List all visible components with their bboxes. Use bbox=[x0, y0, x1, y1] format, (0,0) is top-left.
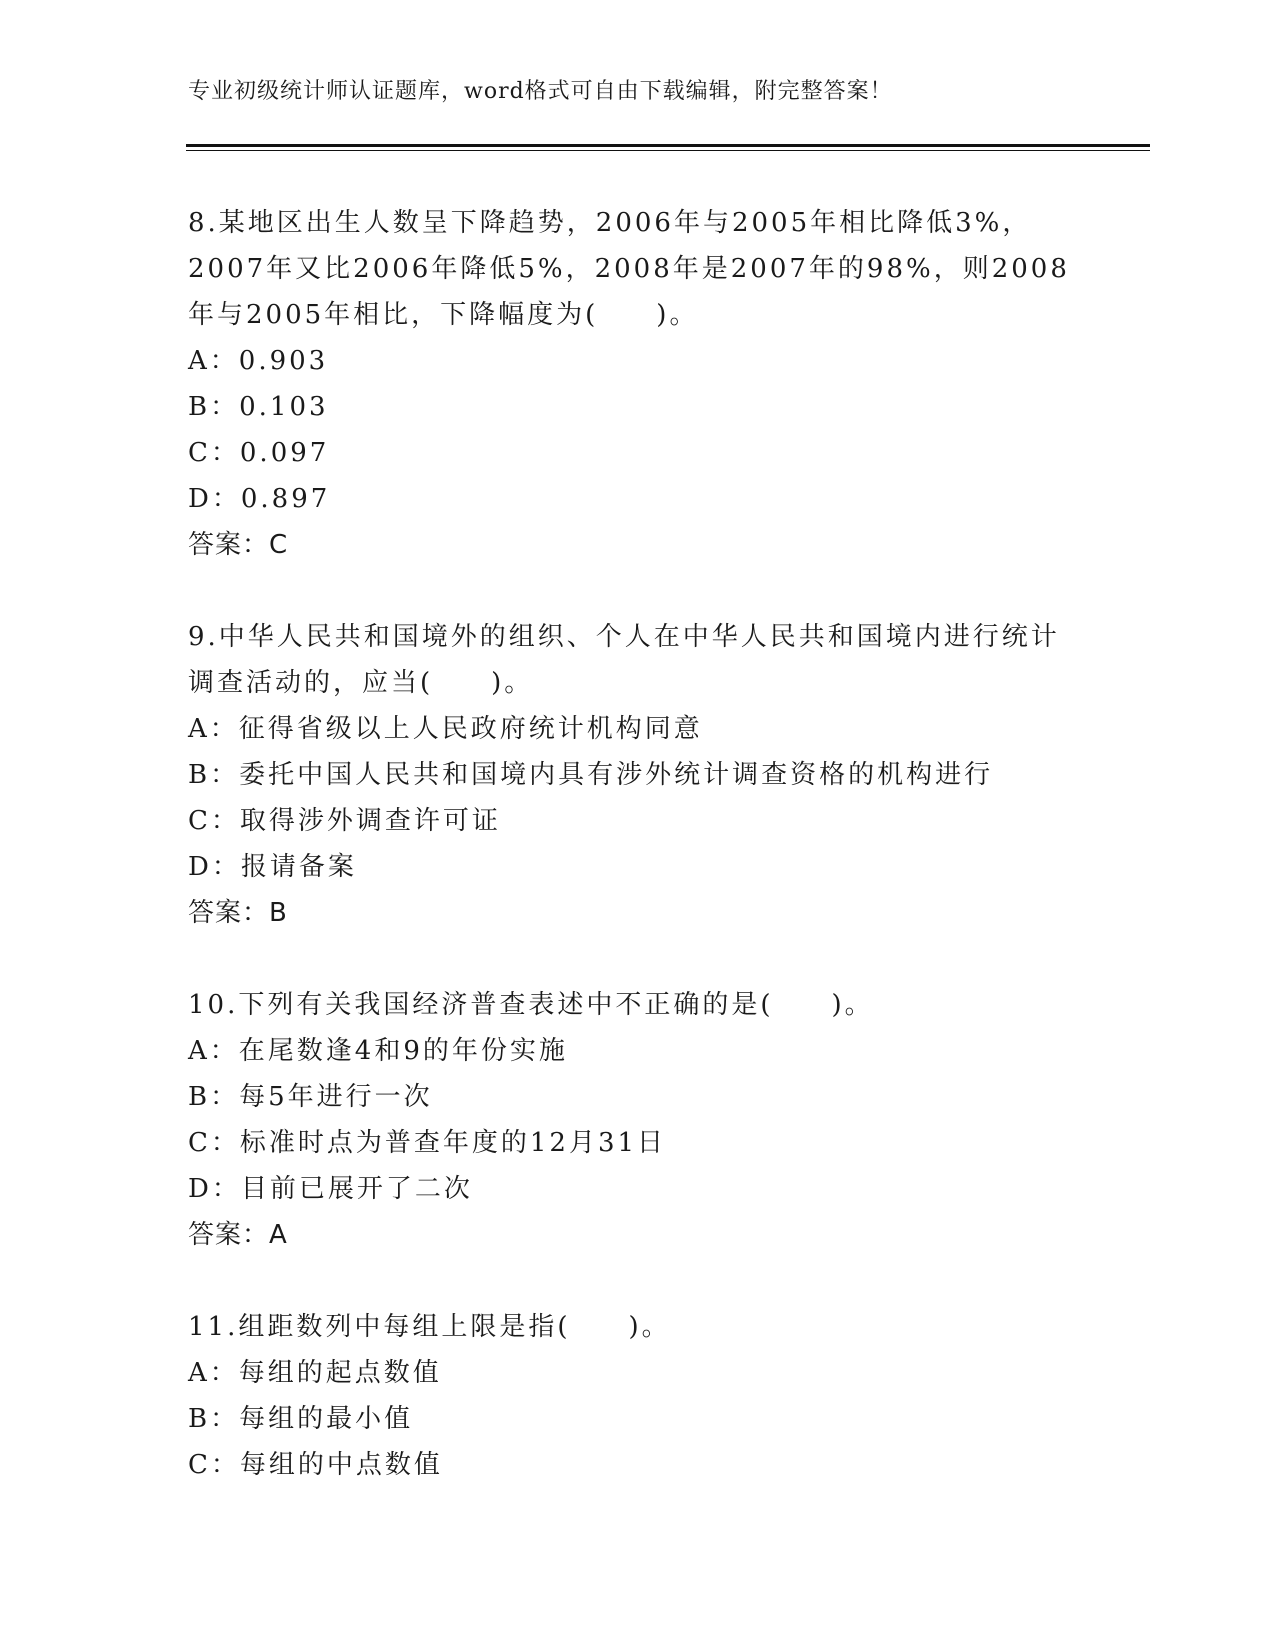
question-text: 10.下列有关我国经济普查表述中不正确的是( )。 bbox=[188, 990, 874, 1020]
document-header: 专业初级统计师认证题库，word格式可自由下载编辑，附完整答案！ bbox=[188, 79, 893, 104]
question-text: 11.组距数列中每组上限是指( )。 bbox=[188, 1312, 671, 1342]
option-d: D：报请备案 bbox=[188, 852, 357, 882]
option-b: B：每5年进行一次 bbox=[188, 1082, 433, 1112]
header-rule-thick bbox=[186, 144, 1150, 147]
option-b: B：每组的最小值 bbox=[188, 1404, 414, 1434]
answer-line: 答案：B bbox=[188, 898, 288, 928]
answer-line: 答案：C bbox=[188, 530, 289, 560]
header-rule-thin bbox=[186, 150, 1150, 151]
question-8 bbox=[188, 200, 1088, 568]
option-c: C：标准时点为普查年度的12月31日 bbox=[188, 1128, 667, 1158]
option-a: A：在尾数逢4和9的年份实施 bbox=[188, 1036, 568, 1066]
option-c: C：0.097 bbox=[188, 438, 330, 468]
question-10 bbox=[188, 982, 1088, 1258]
option-c: C：取得涉外调查许可证 bbox=[188, 806, 501, 836]
option-a: A：0.903 bbox=[188, 346, 329, 376]
option-a: A：征得省级以上人民政府统计机构同意 bbox=[188, 714, 703, 744]
option-d: D：0.897 bbox=[188, 484, 331, 514]
question-list bbox=[188, 200, 1088, 1534]
answer-line: 答案：A bbox=[188, 1220, 288, 1250]
question-text: 9.中华人民共和国境外的组织、个人在中华人民共和国境内进行统计调查活动的，应当( )。 bbox=[188, 622, 1060, 698]
option-b: B：委托中国人民共和国境内具有涉外统计调查资格的机构进行 bbox=[188, 760, 994, 790]
question-text: 8.某地区出生人数呈下降趋势，2006年与2005年相比降低3%，2007年又比2006年降低5%，2008年是2007年的98%，则2008年与2005年相比，下降幅度为( )。 bbox=[188, 208, 1070, 330]
question-9 bbox=[188, 614, 1088, 936]
option-c: C：每组的中点数值 bbox=[188, 1450, 443, 1480]
question-11 bbox=[188, 1304, 1088, 1488]
option-d: D：目前已展开了二次 bbox=[188, 1174, 473, 1204]
option-b: B：0.103 bbox=[188, 392, 329, 422]
option-a: A：每组的起点数值 bbox=[188, 1358, 442, 1388]
